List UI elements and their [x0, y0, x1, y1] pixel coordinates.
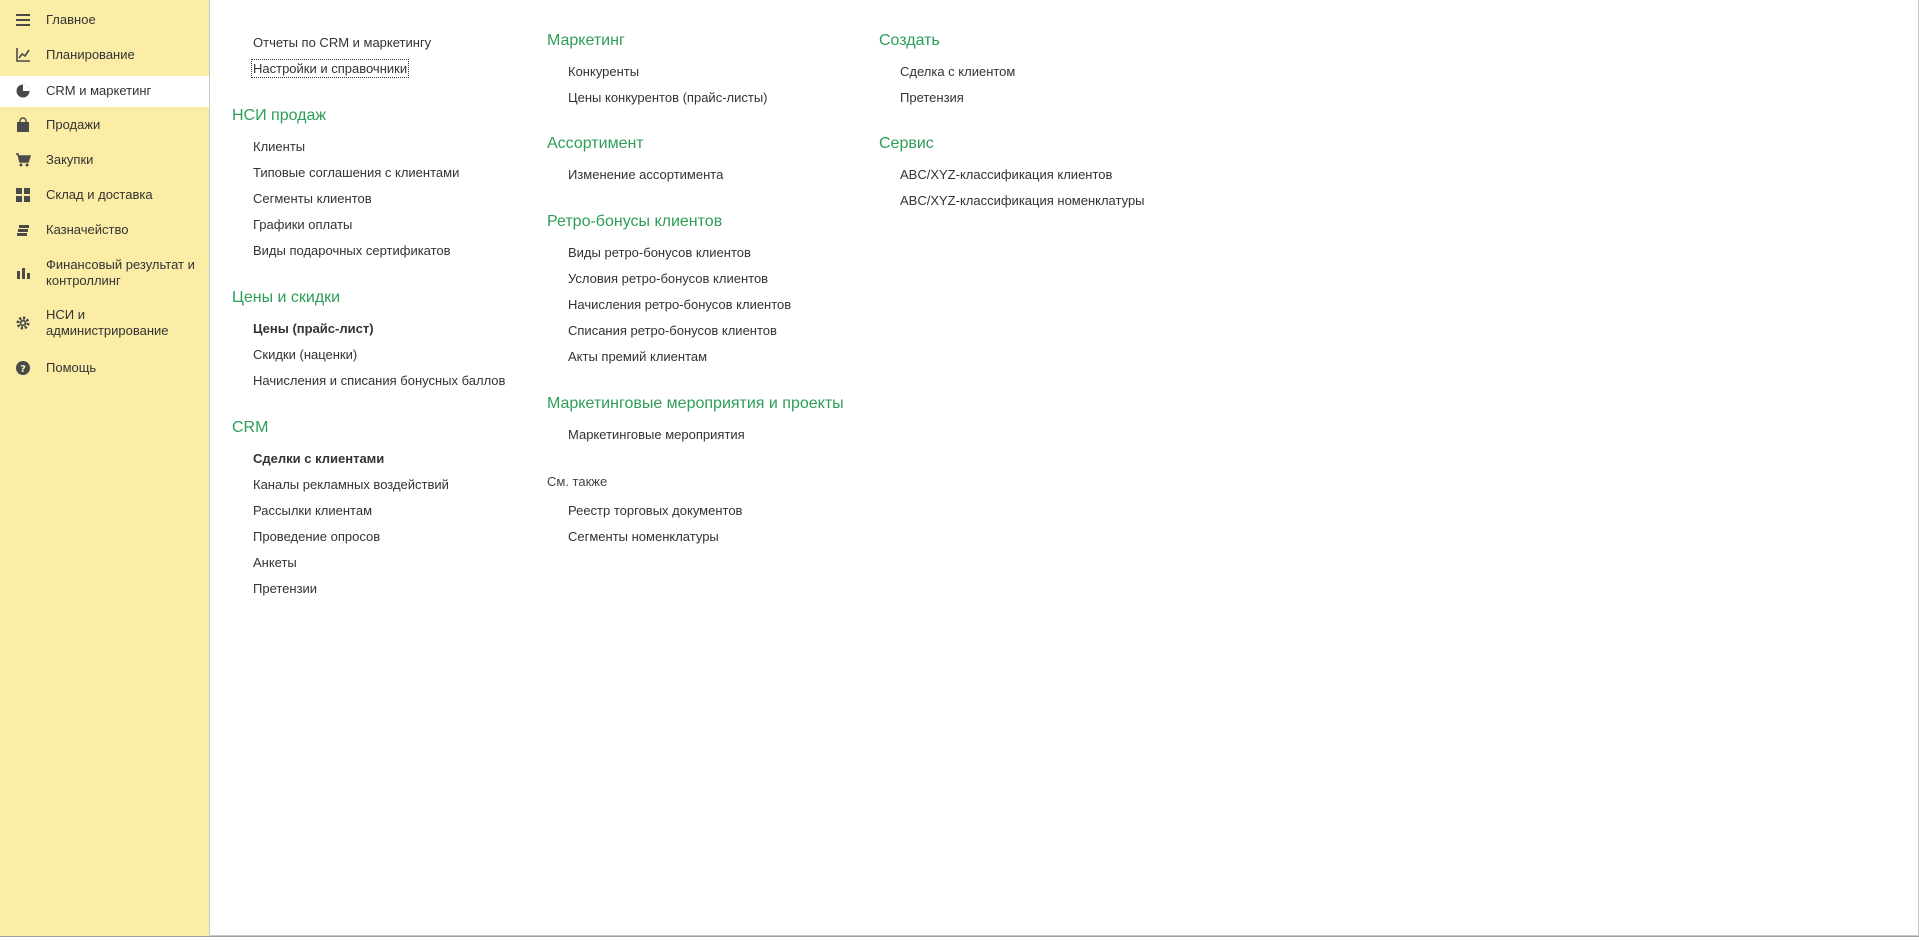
group-title-marketing: Маркетинг [547, 32, 625, 49]
sidebar-item-label: Казначейство [46, 222, 129, 237]
link-settings-and-references[interactable]: Настройки и справочники [253, 61, 408, 76]
link-retro-bonus-types[interactable]: Виды ретро-бонусов клиентов [568, 245, 751, 260]
bottom-border [0, 936, 1919, 941]
group-title-create: Создать [879, 32, 940, 49]
pie-chart-icon [14, 82, 32, 100]
sidebar-item-planning[interactable] [0, 43, 209, 67]
link-typical-agreements[interactable]: Типовые соглашения с клиентами [253, 165, 460, 180]
link-client-mailings[interactable]: Рассылки клиентам [253, 503, 373, 518]
sidebar-item-label: НСИ и администрирование [46, 307, 169, 338]
link-competitors[interactable]: Конкуренты [568, 64, 640, 79]
sidebar-item-main[interactable] [0, 8, 209, 32]
link-crm-reports[interactable]: Отчеты по CRM и маркетингу [253, 35, 432, 50]
link-bonus-acts[interactable]: Акты премий клиентам [568, 349, 708, 364]
link-assortment-change[interactable]: Изменение ассортимента [568, 167, 724, 182]
group-title-prices-discounts: Цены и скидки [232, 289, 341, 306]
sidebar-item-warehouse[interactable] [0, 183, 209, 207]
shopping-bag-icon [14, 116, 32, 134]
sidebar-item-purchases[interactable] [0, 148, 209, 172]
link-bonus-points[interactable]: Начисления и списания бонусных баллов [253, 373, 506, 388]
link-marketing-events[interactable]: Маркетинговые мероприятия [568, 427, 745, 442]
sidebar-item-help[interactable] [0, 356, 209, 380]
svg-text:?: ? [20, 364, 26, 375]
sidebar [0, 0, 210, 941]
link-client-deals[interactable]: Сделки с клиентами [253, 451, 385, 466]
link-clients[interactable]: Клиенты [253, 139, 306, 154]
link-gift-certificate-types[interactable]: Виды подарочных сертификатов [253, 243, 451, 258]
bar-chart-icon [14, 264, 32, 282]
link-trade-documents-register[interactable]: Реестр торговых документов [568, 503, 743, 518]
link-abc-xyz-nomenclature[interactable]: ABC/XYZ-классификация номенклатуры [900, 193, 1145, 208]
cart-icon [14, 151, 32, 169]
sidebar-item-label: Склад и доставка [46, 187, 153, 202]
gear-icon [14, 314, 32, 332]
link-ad-channels[interactable]: Каналы рекламных воздействий [253, 477, 449, 492]
link-payment-schedules[interactable]: Графики оплаты [253, 217, 353, 232]
sidebar-item-label: Закупки [46, 152, 94, 167]
link-price-list[interactable]: Цены (прайс-лист) [253, 321, 374, 336]
sidebar-item-label: CRM и маркетинг [46, 83, 152, 98]
help-icon [14, 359, 32, 377]
link-competitor-prices[interactable]: Цены конкурентов (прайс-листы) [568, 90, 768, 105]
link-questionnaires[interactable]: Анкеты [253, 555, 297, 570]
link-retro-bonus-writeoffs[interactable]: Списания ретро-бонусов клиентов [568, 323, 777, 338]
link-create-claim[interactable]: Претензия [900, 90, 964, 105]
sidebar-item-label: Главное [46, 12, 96, 27]
link-retro-bonus-accruals[interactable]: Начисления ретро-бонусов клиентов [568, 297, 792, 312]
menu-lines-icon [14, 11, 32, 29]
link-create-deal[interactable]: Сделка с клиентом [900, 64, 1016, 79]
link-abc-xyz-clients[interactable]: ABC/XYZ-классификация клиентов [900, 167, 1113, 182]
coins-icon [14, 221, 32, 239]
link-discounts[interactable]: Скидки (наценки) [253, 347, 358, 362]
group-title-marketing-events: Маркетинговые мероприятия и проекты [547, 395, 844, 412]
link-client-segments[interactable]: Сегменты клиентов [253, 191, 372, 206]
sidebar-item-sales[interactable] [0, 113, 209, 137]
main-panel [210, 0, 1919, 936]
sidebar-item-treasury[interactable] [0, 218, 209, 242]
link-claims[interactable]: Претензии [253, 581, 318, 596]
chart-axes-icon [14, 46, 32, 64]
grid-blocks-icon [14, 186, 32, 204]
group-title-assortment: Ассортимент [547, 135, 644, 152]
sidebar-item-crm[interactable] [0, 76, 209, 107]
sidebar-item-label: Планирование [46, 47, 135, 62]
sidebar-item-label: Продажи [46, 117, 101, 132]
group-title-nsi-sales: НСИ продаж [232, 107, 327, 124]
sidebar-item-label: Помощь [46, 360, 97, 375]
sidebar-item-admin[interactable] [0, 303, 209, 343]
group-title-service: Сервис [879, 135, 934, 152]
link-nomenclature-segments[interactable]: Сегменты номенклатуры [568, 529, 719, 544]
sidebar-item-finance[interactable] [0, 253, 209, 293]
link-retro-bonus-conditions[interactable]: Условия ретро-бонусов клиентов [568, 271, 769, 286]
group-title-retro-bonuses: Ретро-бонусы клиентов [547, 213, 723, 230]
group-title-crm: CRM [232, 419, 269, 436]
link-surveys[interactable]: Проведение опросов [253, 529, 381, 544]
sidebar-item-label: Финансовый результат и контроллинг [46, 257, 195, 288]
see-also-title: См. также [547, 474, 608, 489]
